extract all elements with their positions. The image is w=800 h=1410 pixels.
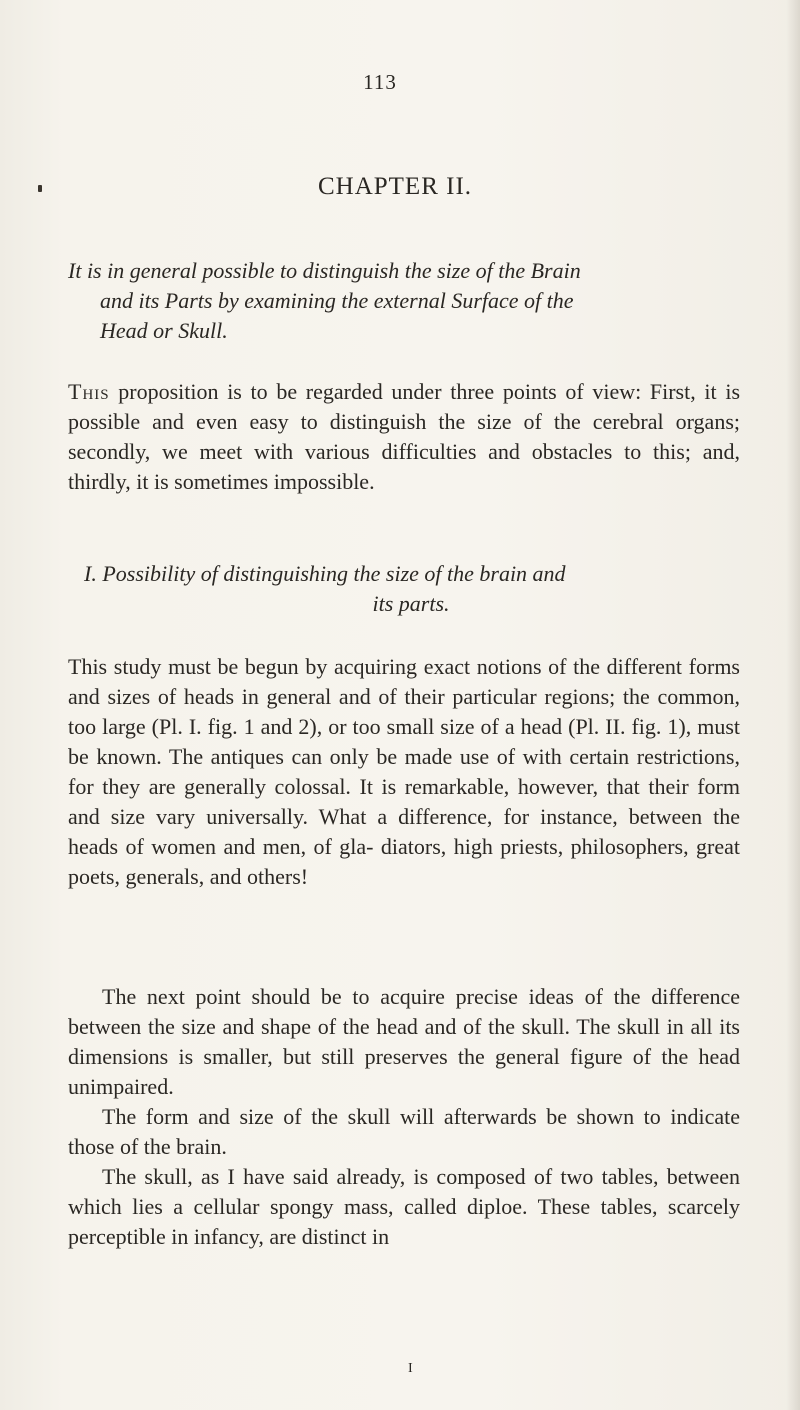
signature-mark: I: [408, 1361, 413, 1376]
section-heading: [72, 559, 762, 619]
body-paragraph-4: The skull, as I have said already, is composed of two tables, between which lies a cellular spongy mass, called diploe. These tables, scarcely perceptible in infancy, are distinct in: [68, 1164, 740, 1249]
intro-paragraph: [68, 377, 740, 497]
subtitle-line-2: and its Parts by examining the external Surface of the: [100, 288, 574, 313]
body-paragraph-1: This study must be begun by acquiring exact notions of the different forms and sizes of heads in general and of their particular regions; the common, too large (Pl. I. fig. 1 and 2), or too small size of a head (Pl. II. fig. 1), must be known. The antiques can only be made use of with certain restrictions, for they are generally colossal. It is remarkable, however, that their form and size vary universally. What a difference, for instance, between the heads of women and men, of gla- diators, high priests, philosophers, great poets, generals, and others!: [68, 654, 740, 889]
section-heading-line-1: Possibility of distinguishing the size of the brain and: [102, 561, 566, 586]
body-paragraph-2: The next point should be to acquire precise ideas of the difference between the size and shape of the head and of the skull. The skull in all its dimensions is smaller, but still preserves the general figure of the head unimpaired.: [68, 984, 740, 1099]
chapter-subtitle: [68, 256, 738, 346]
section-heading-line-2: its parts.: [372, 591, 450, 616]
page-edge-shadow: [786, 0, 800, 1410]
chapter-title: CHAPTER II.: [317, 173, 473, 200]
page-number: 113: [363, 70, 397, 94]
intro-text: proposition is to be regarded under three points of view: First, it is possible and even easy to distinguish the size of the cerebral organs; secondly, we meet with various difficulties and obstacles to this; and, thirdly, it is sometimes impossible.: [68, 379, 740, 494]
subtitle-line-1: It is in general possible to distinguish the size of the Brain: [68, 258, 581, 283]
section-number: I.: [84, 561, 97, 586]
subtitle-line-3: Head or Skull.: [100, 318, 228, 343]
intro-lead-word: This: [68, 379, 110, 404]
body-paragraph-3: The form and size of the skull will afterwards be shown to indicate those of the brain.: [68, 1104, 740, 1159]
